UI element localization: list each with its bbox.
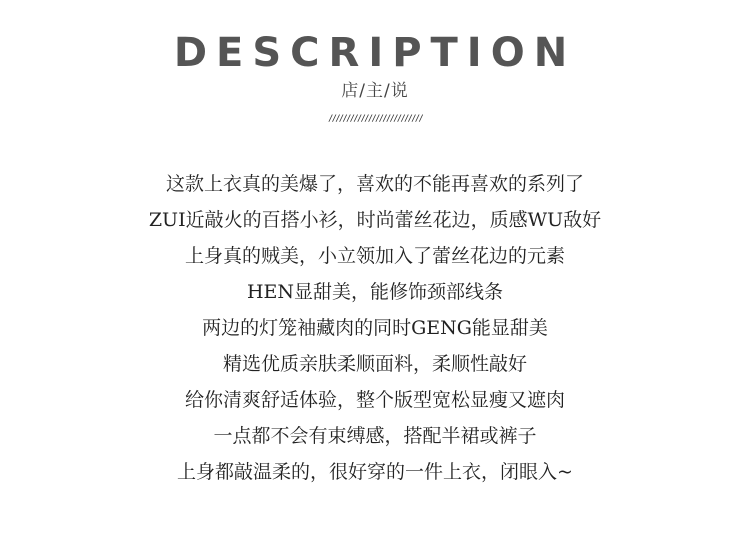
description-line: 一点都不会有束缚感，搭配半裙或裤子 (213, 425, 537, 447)
description-line: 上身都敲温柔的，很好穿的一件上衣，闭眼入~ (177, 461, 573, 483)
description-line: 精选优质亲肤柔顺面料，柔顺性敲好 (222, 353, 527, 375)
description-title: DESCRIPTION (173, 30, 577, 76)
description-line: 两边的灯笼袖藏肉的同时GENG能显甜美 (202, 317, 548, 339)
slash-divider: ////////////////////////// (327, 114, 423, 124)
description-line: 上身真的贼美，小立领加入了蕾丝花边的元素 (184, 245, 565, 267)
description-line: 这款上衣真的美爆了，喜欢的不能再喜欢的系列了 (165, 173, 584, 195)
description-text (0, 166, 750, 490)
description-line: 给你清爽舒适体验，整个版型宽松显瘦又遮肉 (184, 389, 565, 411)
description-line: ZUI近敲火的百搭小衫，时尚蕾丝花边，质感WU敌好 (148, 209, 602, 231)
description-line: HEN显甜美，能修饰颈部线条 (246, 281, 504, 303)
shopkeeper-says-subtitle: 店/主/说 (341, 81, 409, 101)
